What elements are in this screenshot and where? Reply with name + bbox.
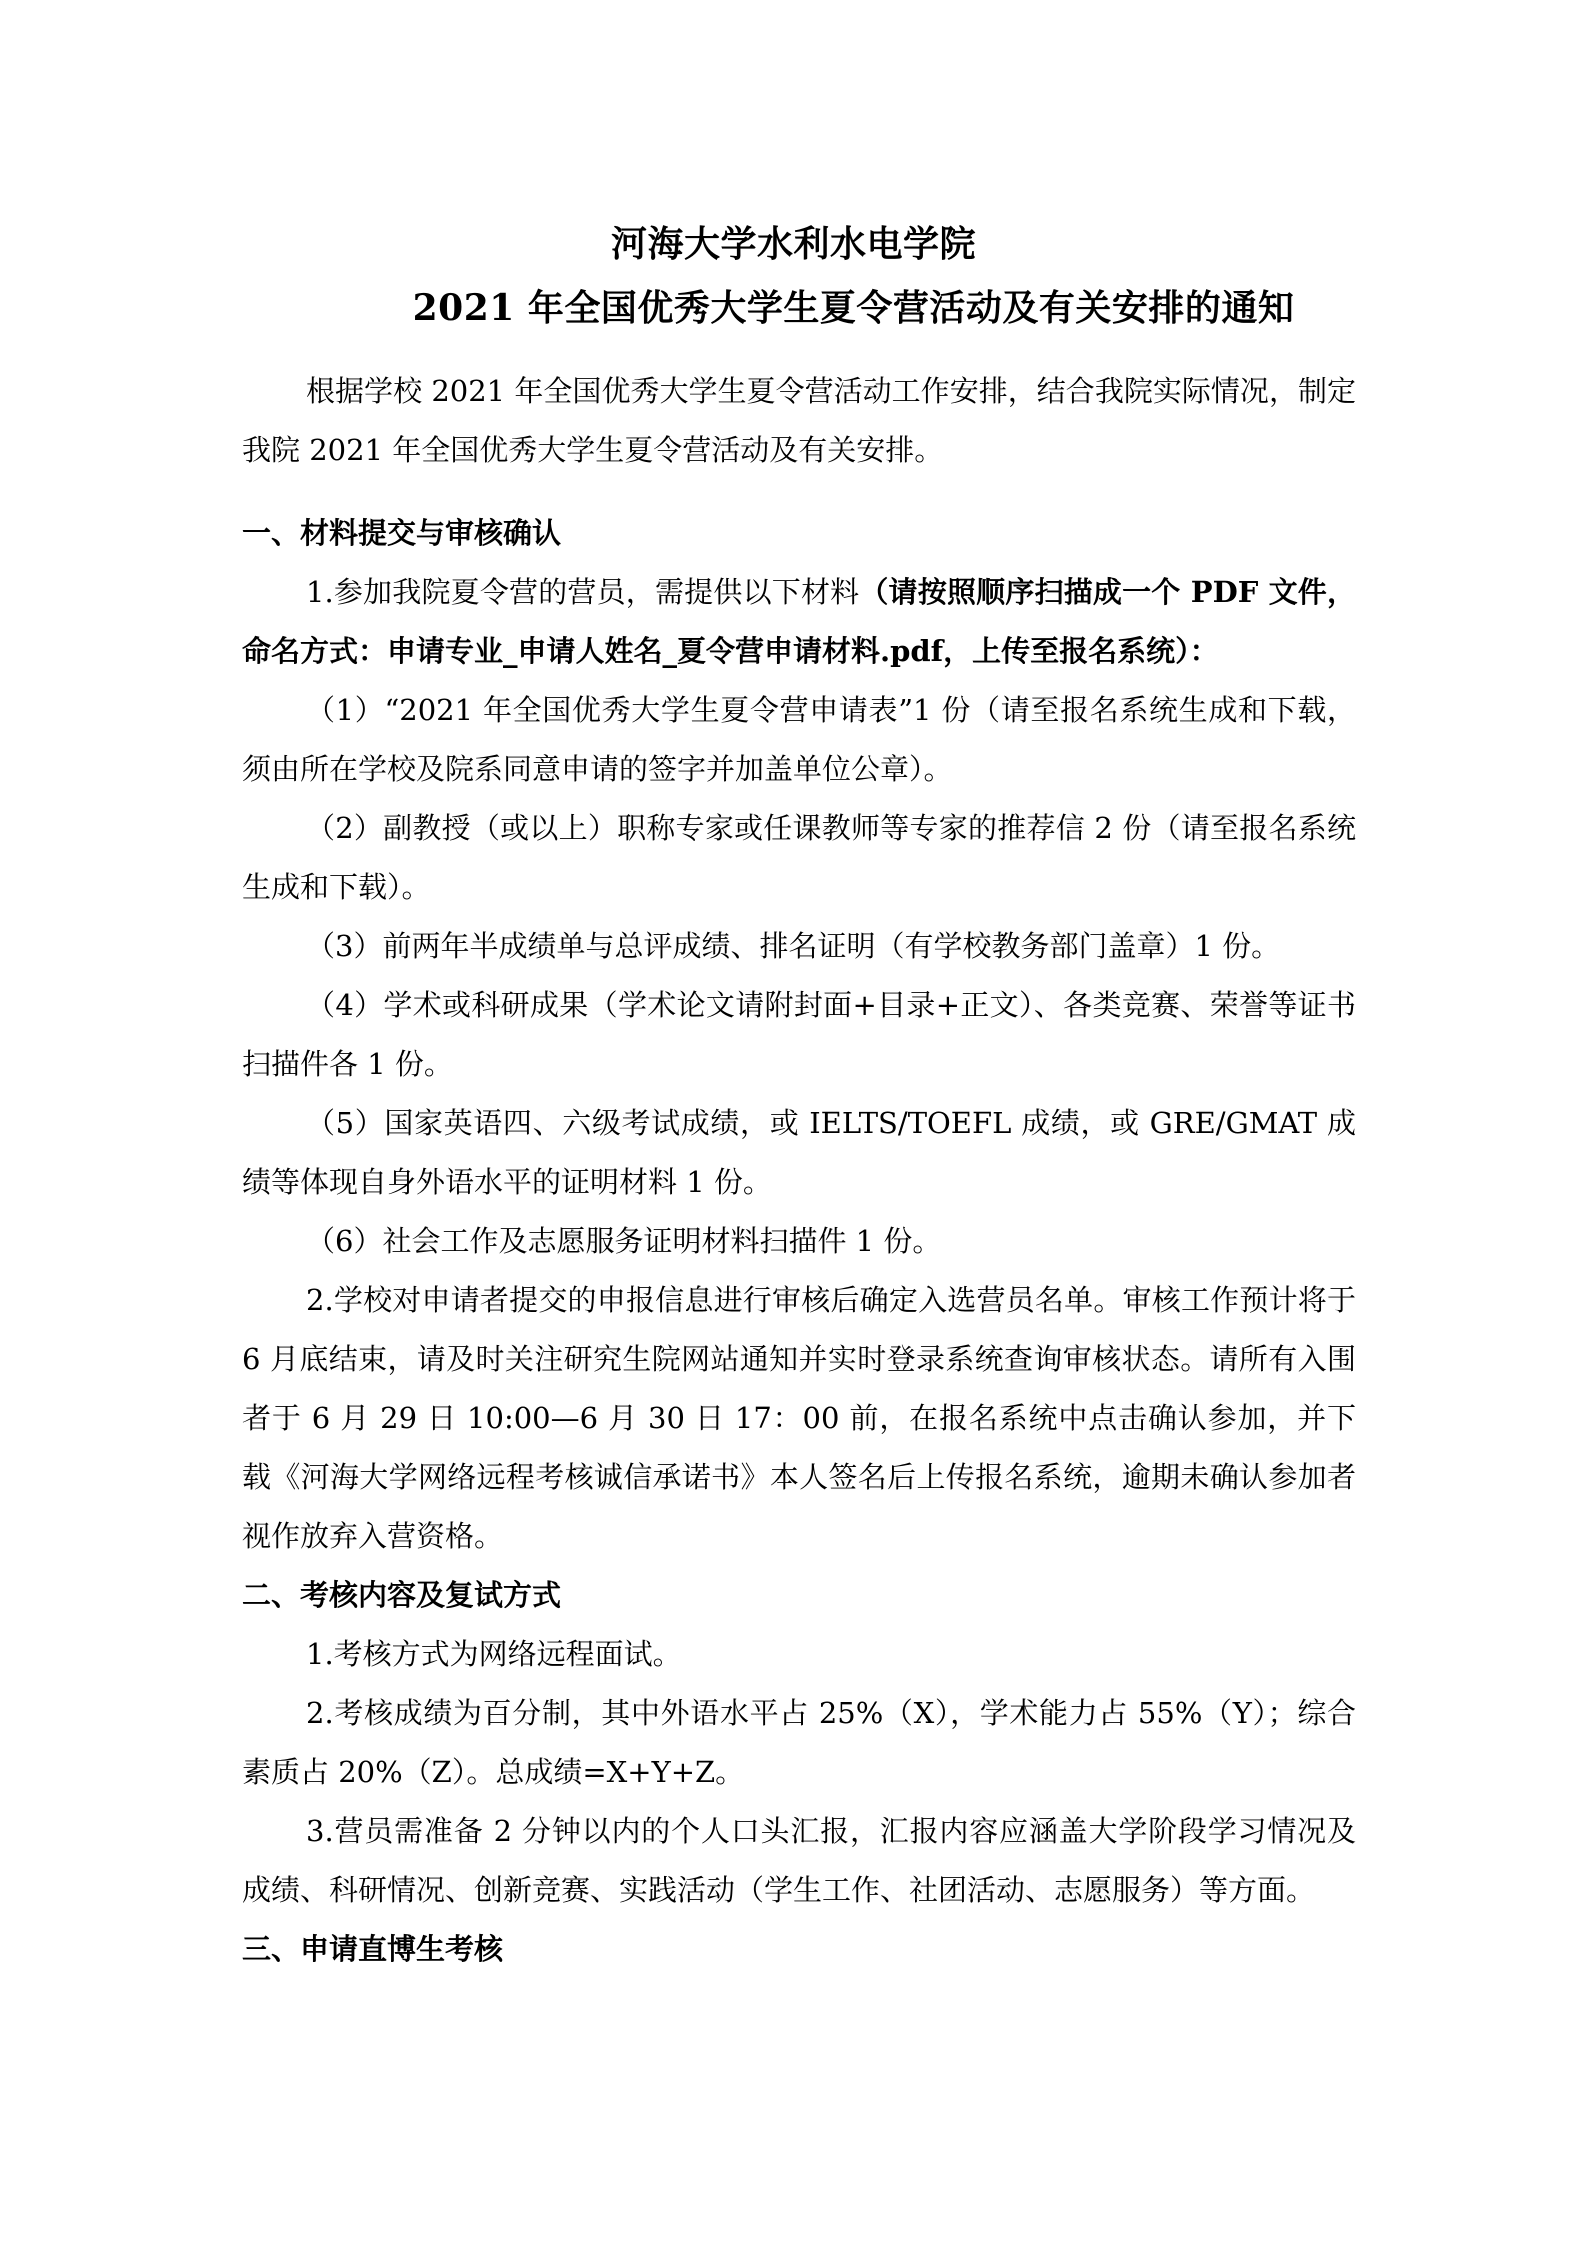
section1-p1-lead: 1.参加我院夏令营的营员，需提供以下材料: [306, 575, 860, 609]
intro-block: [242, 362, 1356, 480]
material-item-1: （1）“2021 年全国优秀大学生夏令营申请表”1 份（请至报名系统生成和下载，须由所在学校及院系同意申请的签字并加盖单位公章）。: [242, 693, 1356, 786]
material-item-5: （5）国家英语四、六级考试成绩，或 IELTS/TOEFL 成绩，或 GRE/GMAT 成绩等体现自身外语水平的证明材料 1 份。: [242, 1106, 1356, 1199]
section2-heading: 二、考核内容及复试方式: [242, 1578, 562, 1612]
document-title-line2: 2021 年全国优秀大学生夏令营活动及有关安排的通知: [412, 287, 1295, 329]
section2-paragraph3: 3.营员需准备 2 分钟以内的个人口头汇报，汇报内容应涵盖大学阶段学习情况及成绩、科研情况、创新竞赛、实践活动（学生工作、社团活动、志愿服务）等方面。: [242, 1814, 1356, 1907]
section3-heading: 三、申请直博生考核: [242, 1932, 504, 1966]
document-title-line1: 河海大学水利水电学院: [610, 223, 976, 265]
section1-p1-bold: （请按照顺序扫描成一个 PDF 文件，命名方式：申请专业_申请人姓名_夏令营申请材料.pdf，上传至报名系统）：: [242, 575, 1356, 668]
section2-paragraph1: 1.考核方式为网络远程面试。: [306, 1637, 682, 1671]
material-item-4: （4）学术或科研成果（学术论文请附封面+目录+正文）、各类竞赛、荣誉等证书扫描件各 1 份。: [242, 988, 1356, 1081]
intro-paragraph: 根据学校 2021 年全国优秀大学生夏令营活动工作安排，结合我院实际情况，制定我院 2021 年全国优秀大学生夏令营活动及有关安排。: [242, 374, 1356, 467]
section1-paragraph2: 2.学校对申请者提交的申报信息进行审核后确定入选营员名单。审核工作预计将于 6 月底结束，请及时关注研究生院网站通知并实时登录系统查询审核状态。请所有入围者于 6 月 29 日 10:00—6 月 30 日 17：00 前，在报名系统中点击确认参加，并下载《河海大学网络远程考核诚信承诺书》本人签名后上传报名系统，逾期未确认参加者视作放弃入营资格。: [242, 1283, 1356, 1553]
section1-paragraph1: [242, 563, 1356, 681]
section1-block: [242, 504, 1356, 1979]
material-item-2: （2）副教授（或以上）职称专家或任课教师等专家的推荐信 2 份（请至报名系统生成和下载）。: [242, 811, 1356, 904]
material-item-3: （3）前两年半成绩单与总评成绩、排名证明（有学校教务部门盖章）1 份。: [306, 929, 1281, 963]
material-item-6: （6）社会工作及志愿服务证明材料扫描件 1 份。: [306, 1224, 942, 1258]
section1-heading: 一、材料提交与审核确认: [242, 516, 562, 550]
section2-paragraph2: 2.考核成绩为百分制，其中外语水平占 25%（X），学术能力占 55%（Y）；综合素质占 20%（Z）。总成绩=X+Y+Z。: [242, 1696, 1356, 1789]
